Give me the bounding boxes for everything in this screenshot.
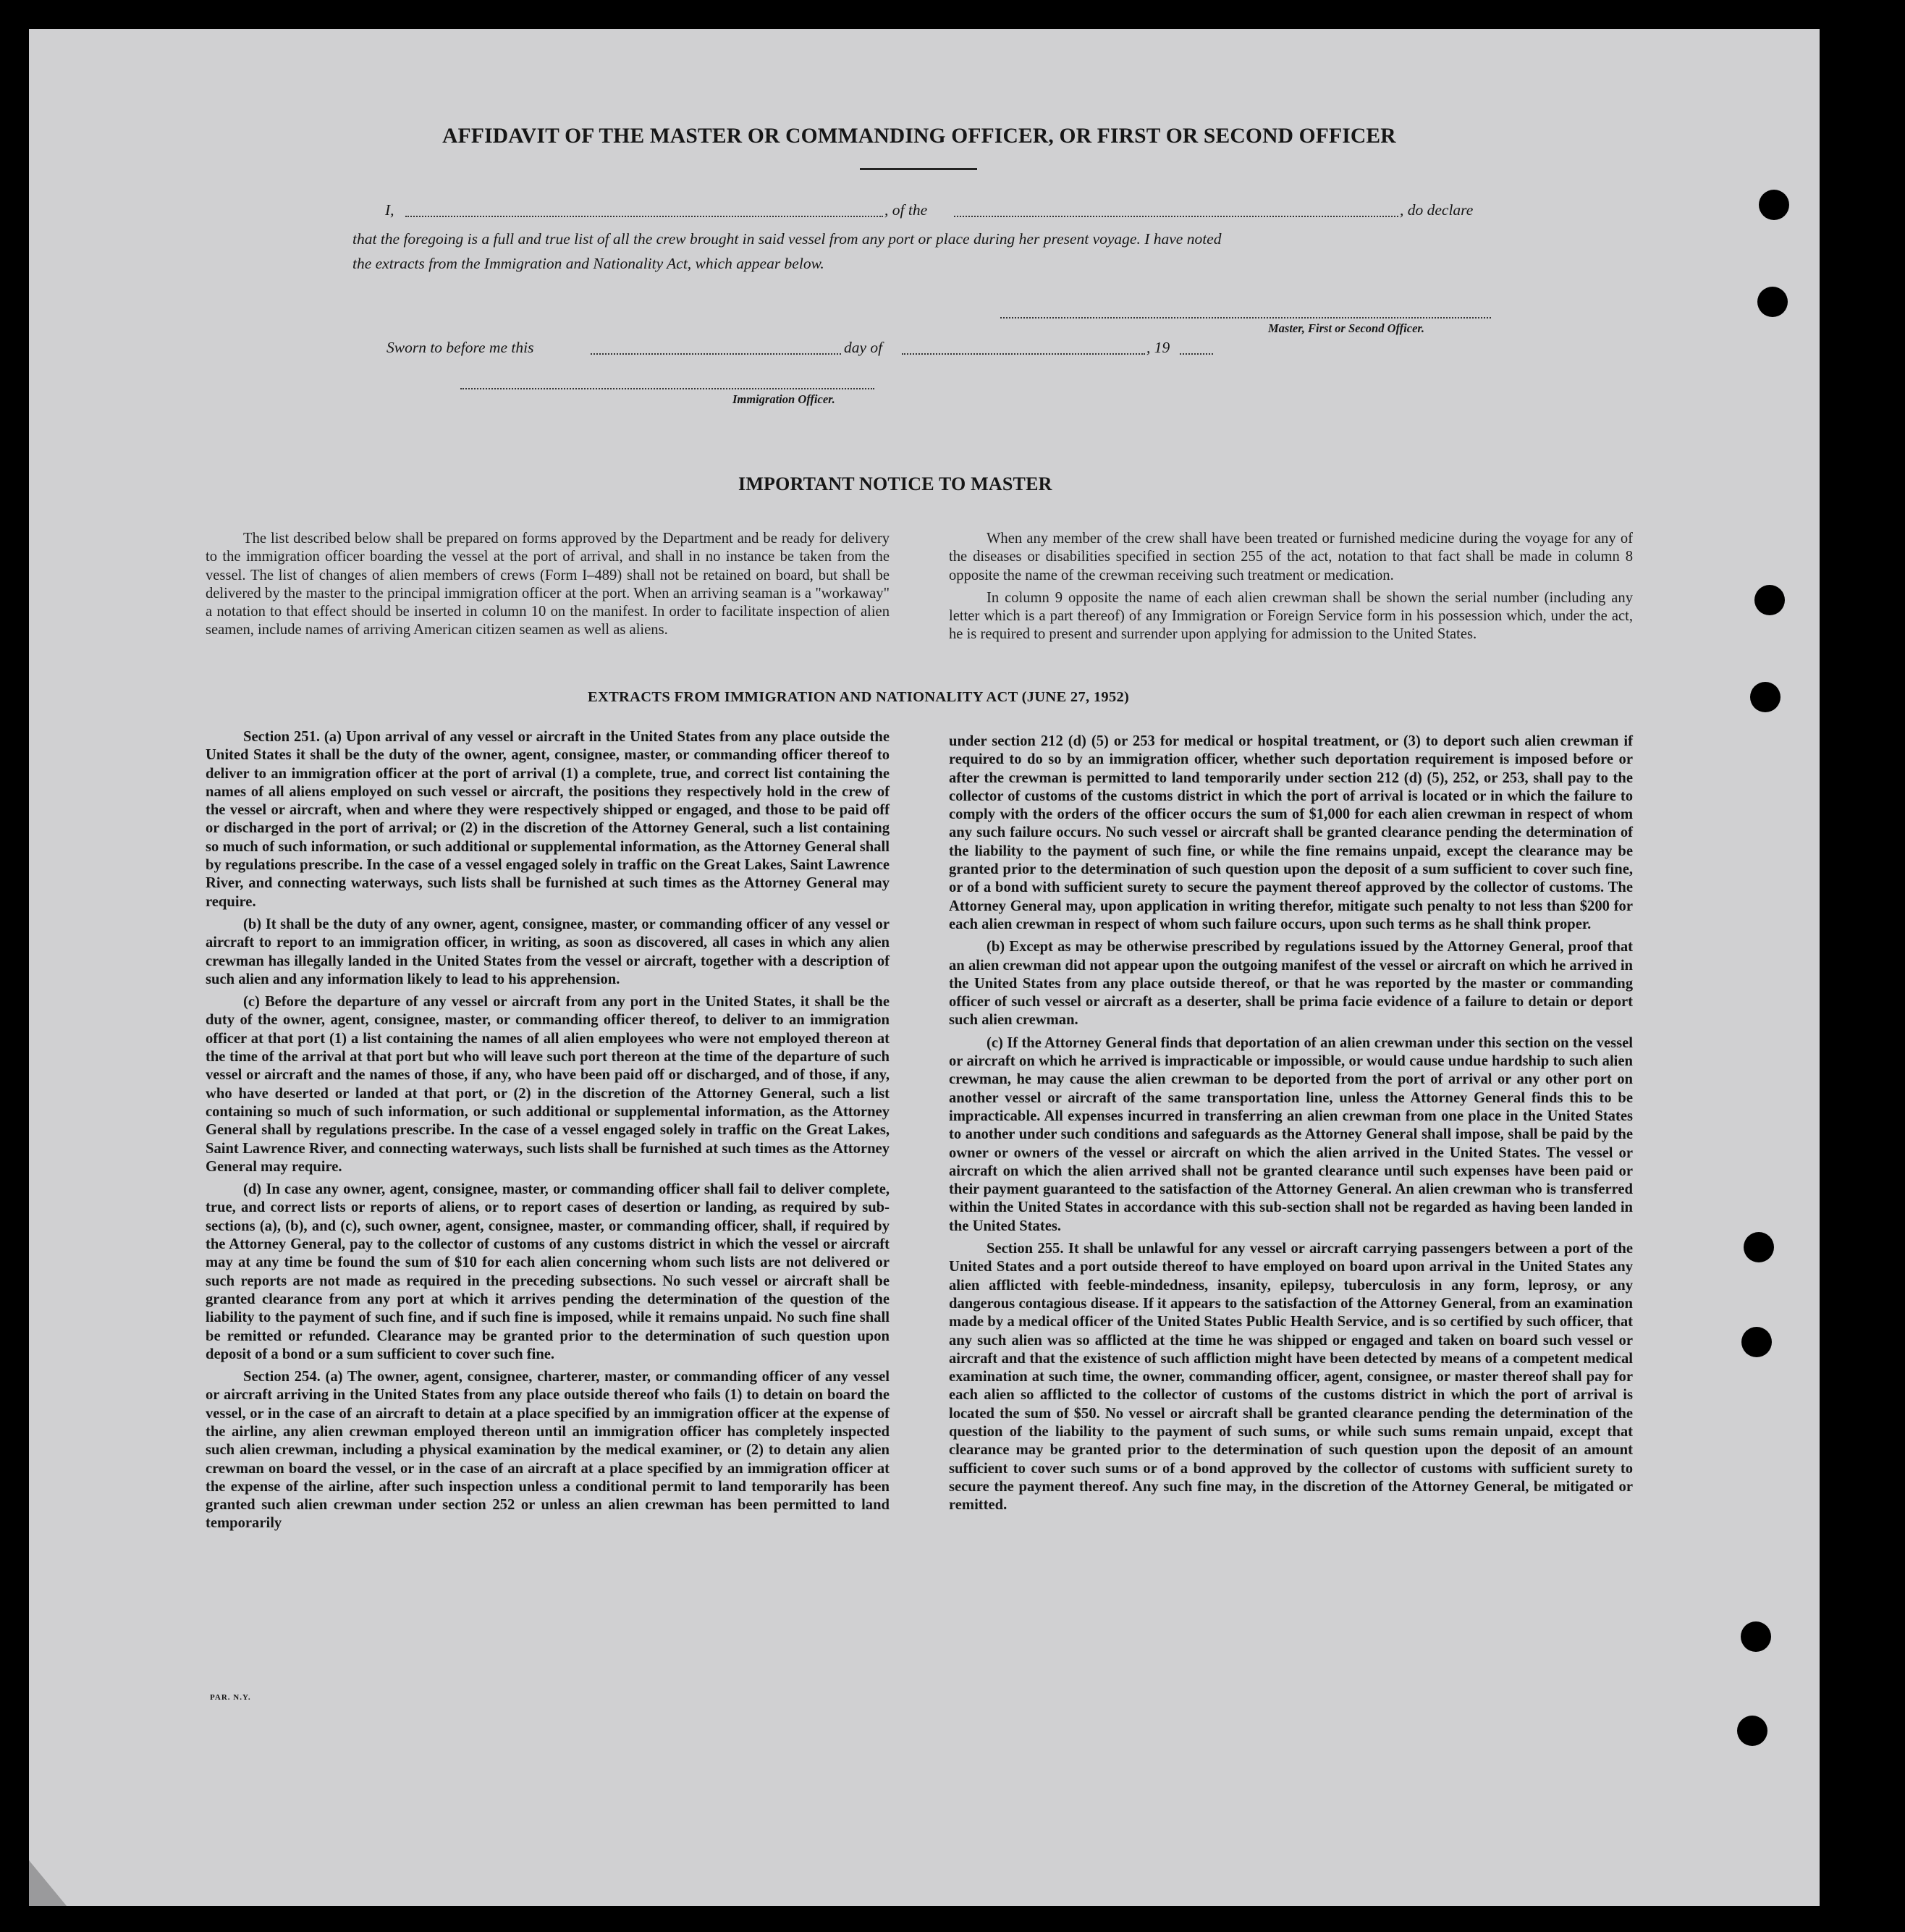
i-label: I, bbox=[385, 201, 394, 219]
section-251d: (d) In case any owner, agent, consignee, master, or commanding officer shall fail to deliver complete, true, and correct lists or reports of aliens, or to report cases of desertion or landing, as required by sub-sections (a), (b), and (c), such owner, agent, consignee, master, or commanding officer, shall, if required by the Attorney General, pay to the collector of customs of any customs district in which the vessel or aircraft may at any time be found the sum of $10 for each alien concerning whom such lists are not delivered or such reports are not made as required in the preceding subsections. No such vessel or aircraft shall be granted clearance from any port at which it arrives pending the determination of the question of the liability to the payment of such fine, and if such fine is imposed, while it remains unpaid. No such fine shall be remitted or refunded. Clearance may be granted prior to the determination of such question upon deposit of a bond or a sum sufficient to cover such fine. bbox=[206, 1181, 890, 1362]
year-label: , 19 bbox=[1146, 339, 1170, 356]
vessel-blank bbox=[954, 216, 1398, 217]
title-rule bbox=[860, 168, 977, 170]
notice-left-paragraph: The list described below shall be prepared on forms approved by the Department and be ready for delivery to the immigration officer boarding the vessel at the port of arrival, and shall in no instance be taken from the vessel. The list of changes of alien members of crews (Form I–489) shall not be retained on board, but shall be delivered by the master to the principal immigration officer at the port. When an arriving seaman is a "workaway" a notation to that effect should be inserted in column 10 on the manifest. In order to facilitate inspection of alien seamen, include names of arriving American citizen seamen as well as aliens. bbox=[206, 531, 890, 638]
section-254b: (b) Except as may be otherwise prescribed by regulations issued by the Attorney General, proof that an alien crewman did not appear upon the outgoing manifest of the vessel or aircraft on which he arrived in the United States from any place outside thereof, or that he was reported by the master or commanding officer of such vessel or aircraft as a deserter, shall be prima facie evidence of a failure to detain or deport such alien crewman. bbox=[949, 939, 1633, 1029]
officer-signature-line bbox=[460, 388, 874, 389]
extracts-left-column bbox=[206, 728, 890, 1537]
master-signature-label: Master, First or Second Officer. bbox=[1268, 321, 1425, 335]
name-blank bbox=[405, 216, 883, 217]
do-declare-label: , do declare bbox=[1400, 201, 1474, 219]
binder-hole bbox=[1744, 1232, 1774, 1262]
of-the-label: , of the bbox=[884, 201, 928, 219]
section-251b: (b) It shall be the duty of any owner, agent, consignee, master, or commanding officer of any vessel or aircraft to report to an immigration officer, in writing, as soon as discovered, all cases in which any alien crewman has illegally landed in the United States from the vessel or aircraft, together with a description of such alien and any information likely to lead to his apprehension. bbox=[206, 916, 890, 987]
printer-mark: PAR. N.Y. bbox=[210, 1693, 251, 1702]
year-blank bbox=[1180, 353, 1213, 355]
extracts-right-column bbox=[949, 733, 1633, 1519]
notice-right-paragraph-2: In column 9 opposite the name of each alien crewman shall be shown the serial number (including any letter which is a part thereof) of any Immigration or Foreign Service form in his possession which, under the act, he is required to present and surrender upon applying for admission to the United States. bbox=[949, 589, 1633, 643]
affidavit-title: AFFIDAVIT OF THE MASTER OR COMMANDING OFFICER, OR FIRST OR SECOND OFFICER bbox=[442, 125, 1396, 148]
binder-hole bbox=[1754, 585, 1785, 615]
section-255: Section 255. It shall be unlawful for any vessel or aircraft carrying passengers between a port of the United States and a port outside thereof to have employed on board upon arrival in the United States any alien afflicted with feeble-mindedness, insanity, epilepsy, tuberculosis in any form, leprosy, or any dangerous contagious disease. If it appears to the satisfaction of the Attorney General, from an examination made by a medical officer of the United States Public Health Service, and is so certified by such officer, that any such alien was so afflicted at the time he was shipped or engaged and taken on board such vessel or aircraft and that the existence of such affliction might have been detected by means of a competent medical examination at such time, the owner, commanding officer, agent, consignee, or master thereof shall pay for each alien so afflicted to the collector of customs of the customs district in which the port of arrival is located the sum of $50. No vessel or aircraft shall be granted clearance pending the determination of the question of the liability to the payment of such sums, or while such sums remain unpaid, except that clearance may be granted prior to the determination of such question upon the deposit of an amount sufficient to cover such sums or of a bond approved by the collector of customs with sufficient surety to secure the payment thereof. Any such fine may, in the discretion of the Attorney General, be mitigated or remitted. bbox=[949, 1241, 1633, 1514]
immigration-officer-label: Immigration Officer. bbox=[732, 392, 835, 406]
binder-hole bbox=[1750, 682, 1781, 712]
day-of-label: day of bbox=[844, 339, 883, 356]
notice-right-paragraph-1: When any member of the crew shall have been treated or furnished medicine during the voyage for any of the diseases or disabilities specified in section 255 of the act, notation to that fact shall be made in column 8 opposite the name of the crewman receiving such treatment or medication. bbox=[949, 531, 1633, 583]
sworn-month-blank bbox=[902, 353, 1145, 355]
section-251c: (c) Before the departure of any vessel or aircraft from any port in the United States, it shall be the duty of the owner, agent, consignee, master, or commanding officer thereof, to deliver to an immigration officer at that port (1) a list containing the names of all alien employees who were not employed thereon at the time of the arrival at that port but who will leave such port thereon at the time of the departure of such vessel or aircraft and the names of those, if any, who have been paid off or discharged, and of those, if any, who have deserted or landed at that port, or (2) in the discretion of the Attorney General, such a list containing so much of such information, or such additional or supplemental information, as the Attorney General shall by regulations prescribe. In the case of a vessel engaged solely in traffic on the Great Lakes, Saint Lawrence River, and connecting waterways, such lists shall be furnished at such times as the Attorney General may require. bbox=[206, 994, 890, 1175]
binder-hole bbox=[1741, 1327, 1772, 1357]
section-254a: Section 254. (a) The owner, agent, consignee, charterer, master, or commanding officer of any vessel or aircraft arriving in the United States from any place outside thereof who fails (1) to detain on board the vessel, or in the case of an aircraft to detain at a place specified by an immigration officer at the expense of the airline, any alien crewman employed thereon until an immigration officer has completely inspected such alien crewman, including a physical examination by the medical examiner, or (2) to detain any alien crewman on board the vessel, or in the case of an aircraft at a place specified by an immigration officer at the expense of the airline, after such inspection unless a conditional permit to land temporarily has been granted such alien crewman under section 252 or unless an alien crewman has been permitted to land temporarily bbox=[206, 1369, 890, 1532]
notice-right-column bbox=[949, 530, 1633, 649]
binder-hole bbox=[1759, 190, 1789, 220]
notice-left-column bbox=[206, 530, 890, 644]
declaration-line-1: that the foregoing is a full and true list of all the crew brought in said vessel from any port or place during her present voyage. I have noted bbox=[352, 230, 1222, 248]
section-254c: (c) If the Attorney General finds that deportation of an alien crewman under this section on the vessel or aircraft on which he arrived is impracticable or impossible, or would cause undue hardship to such alien crewman, he may cause the alien crewman to be deported from the port of arrival or any other port on another vessel or aircraft of the same transportation line, unless the Attorney General finds this to be impracticable. All expenses incurred in transferring an alien crewman from one place in the United States to another under such conditions and safeguards as the Attorney General shall impose, shall be paid by the owner or owners of the vessel or aircraft on which the alien arrived in the United States. The vessel or aircraft on which the alien arrived shall not be granted clearance until such expenses have been paid or their payment guaranteed to the satisfaction of the Attorney General. An alien crewman who is transferred within the United States in accordance with this sub-section shall not be regarded as having been landed in the United States. bbox=[949, 1034, 1633, 1234]
declaration-line-2: the extracts from the Immigration and Nationality Act, which appear below. bbox=[352, 255, 824, 272]
sworn-day-blank bbox=[591, 353, 841, 355]
section-251a: Section 251. (a) Upon arrival of any vessel or aircraft in the United States from any place outside the United States it shall be the duty of the owner, agent, consignee, master, or commanding officer thereof to deliver to an immigration officer at the port of arrival (1) a complete, true, and correct list containing the names of all aliens employed on such vessel or aircraft, the positions they respectively hold in the crew of the vessel or aircraft, when and where they were respectively shipped or engaged, and those to be paid off or discharged in the port of arrival; or (2) in the discretion of the Attorney General, such a list containing so much of such information, or such additional or supplemental information, as the Attorney General shall by regulations prescribe. In the case of a vessel engaged solely in traffic on the Great Lakes, Saint Lawrence River, and connecting waterways, such lists shall be furnished at such times as the Attorney General may require. bbox=[206, 729, 890, 910]
master-signature-line bbox=[1000, 317, 1491, 319]
binder-hole bbox=[1741, 1621, 1771, 1652]
binder-hole bbox=[1737, 1716, 1767, 1746]
binder-hole bbox=[1757, 287, 1788, 317]
section-254a-continued: under section 212 (d) (5) or 253 for medical or hospital treatment, or (3) to deport such alien crewman if required to do so by an immigration officer, whether such deportation requirement is imposed before or after the crewman is permitted to land temporarily under section 212 (d) (5), 252, or 253, shall pay to the collector of customs of the customs district in which the port of arrival is located or in which the failure to comply with the orders of the officer occurs the sum of $1,000 for each alien crewman in respect of whom any such failure occurs. No such vessel or aircraft shall be granted clearance pending the determination of the liability to the payment of such fine, or while the fine remains unpaid, except the clearance may be granted prior to the determination of such question upon the deposit of a sum sufficient to cover such fine, or of a bond with sufficient surety to secure the payment thereof approved by the collector of customs. The Attorney General may, upon application in writing therefor, mitigate such penalty to not less than $200 for each alien crewman in respect of whom such failure occurs, upon such terms as he shall think proper. bbox=[949, 733, 1633, 932]
sworn-label: Sworn to before me this bbox=[387, 339, 534, 356]
extracts-title: EXTRACTS FROM IMMIGRATION AND NATIONALITY ACT (JUNE 27, 1952) bbox=[588, 689, 1130, 705]
notice-title: IMPORTANT NOTICE TO MASTER bbox=[738, 473, 1052, 494]
